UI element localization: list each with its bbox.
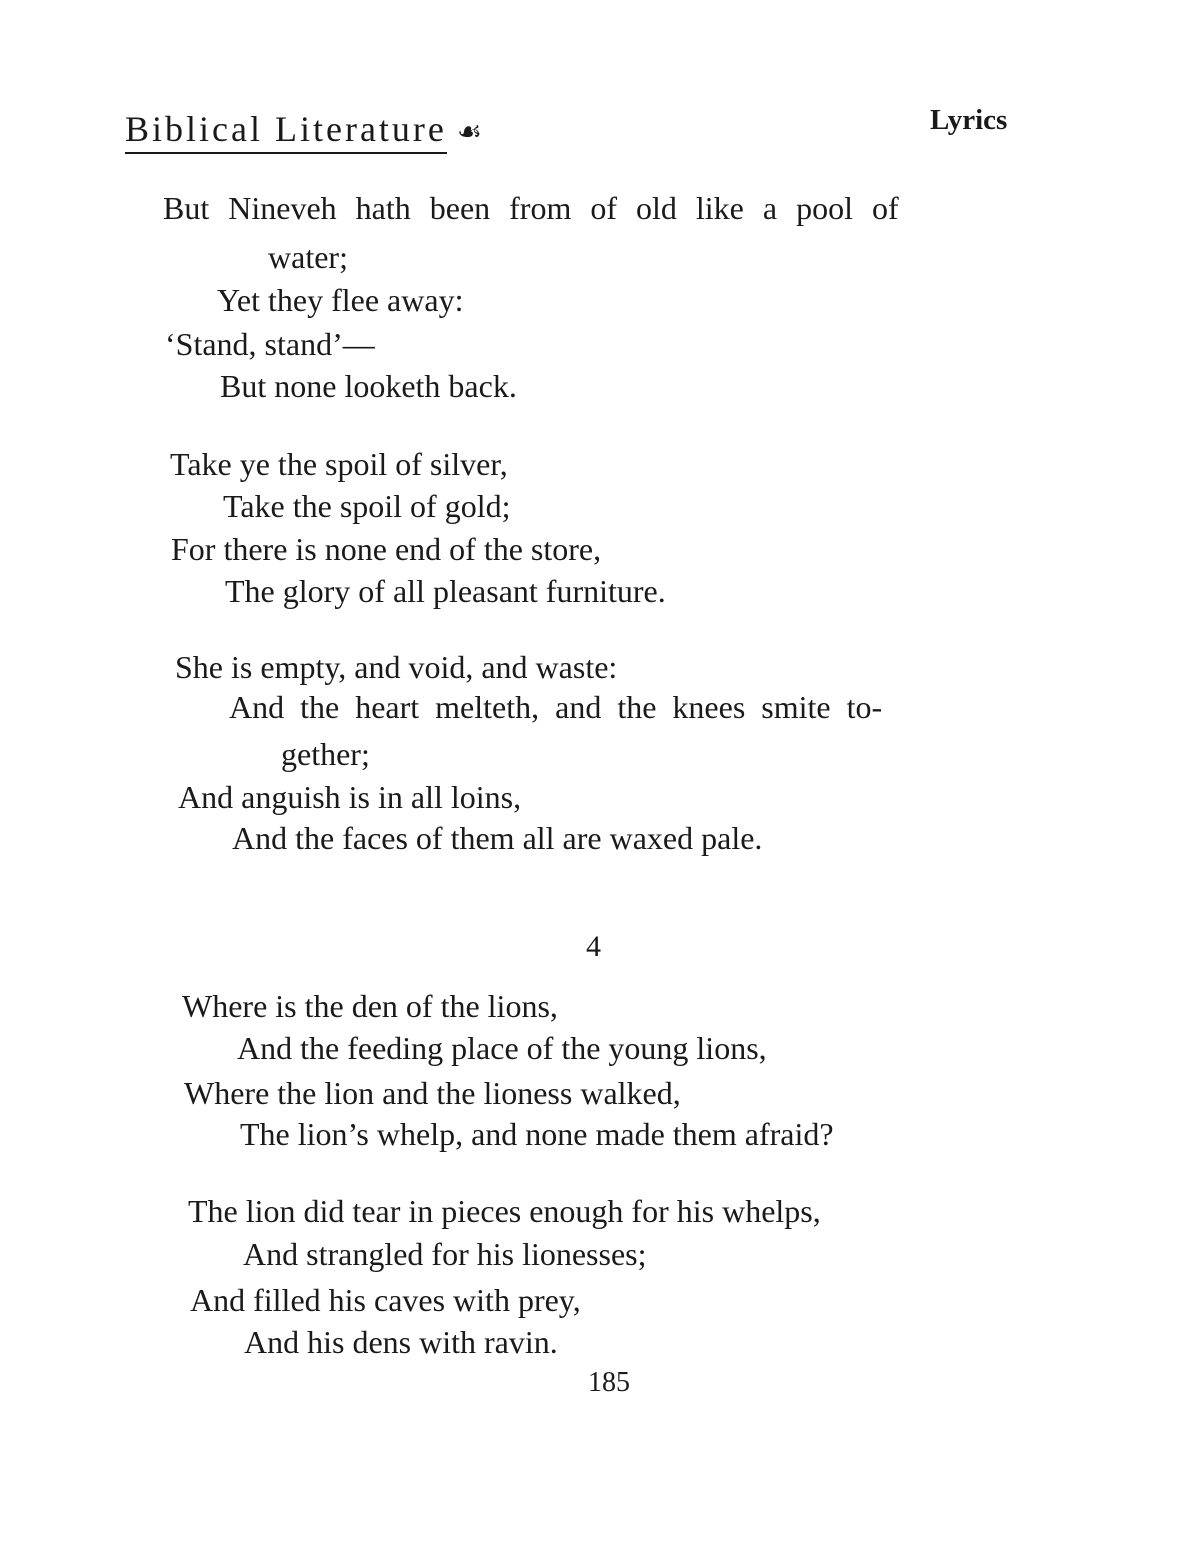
poem-line: And the heart melteth, and the knees smite to- [229,689,883,725]
poem-line: But Nineveh hath been from of old like a pool of [163,190,899,226]
poem-line: And his dens with ravin. [244,1324,558,1360]
stanza-number: 4 [586,930,601,963]
poem-line: The lion did tear in pieces enough for his whelps, [188,1193,821,1229]
poem-line: And the faces of them all are waxed pale. [232,820,763,856]
poem-line: But none looketh back. [220,368,517,404]
poem-line: Take the spoil of gold; [223,488,511,524]
poem-line: Yet they flee away: [217,282,464,318]
poem-line: ‘Stand, stand’— [165,326,375,362]
poem-line: She is empty, and void, and waste: [175,649,618,685]
poem-line: And filled his caves with prey, [190,1282,581,1318]
page-number: 185 [588,1367,630,1398]
poem-line: And anguish is in all loins, [178,779,522,815]
poem-line: Where the lion and the lioness walked, [184,1075,681,1111]
poem-line: Where is the den of the lions, [182,988,558,1024]
poem-line: The glory of all pleasant furniture. [225,573,666,609]
poem-line: And strangled for his lionesses; [243,1236,647,1272]
poem-line: The lion’s whelp, and none made them afraid? [240,1116,834,1152]
poem-line: water; [268,239,348,275]
poem-line: Take ye the spoil of silver, [170,446,508,482]
poem-line: gether; [281,736,370,772]
section-title: Lyrics [930,104,1008,136]
running-head-left [125,108,482,154]
fleuron-ornament-icon: ☙ [456,117,482,148]
poem-line: For there is none end of the store, [171,531,602,567]
poem-line: And the feeding place of the young lions, [237,1030,767,1066]
book-title: Biblical Literature [125,108,447,154]
